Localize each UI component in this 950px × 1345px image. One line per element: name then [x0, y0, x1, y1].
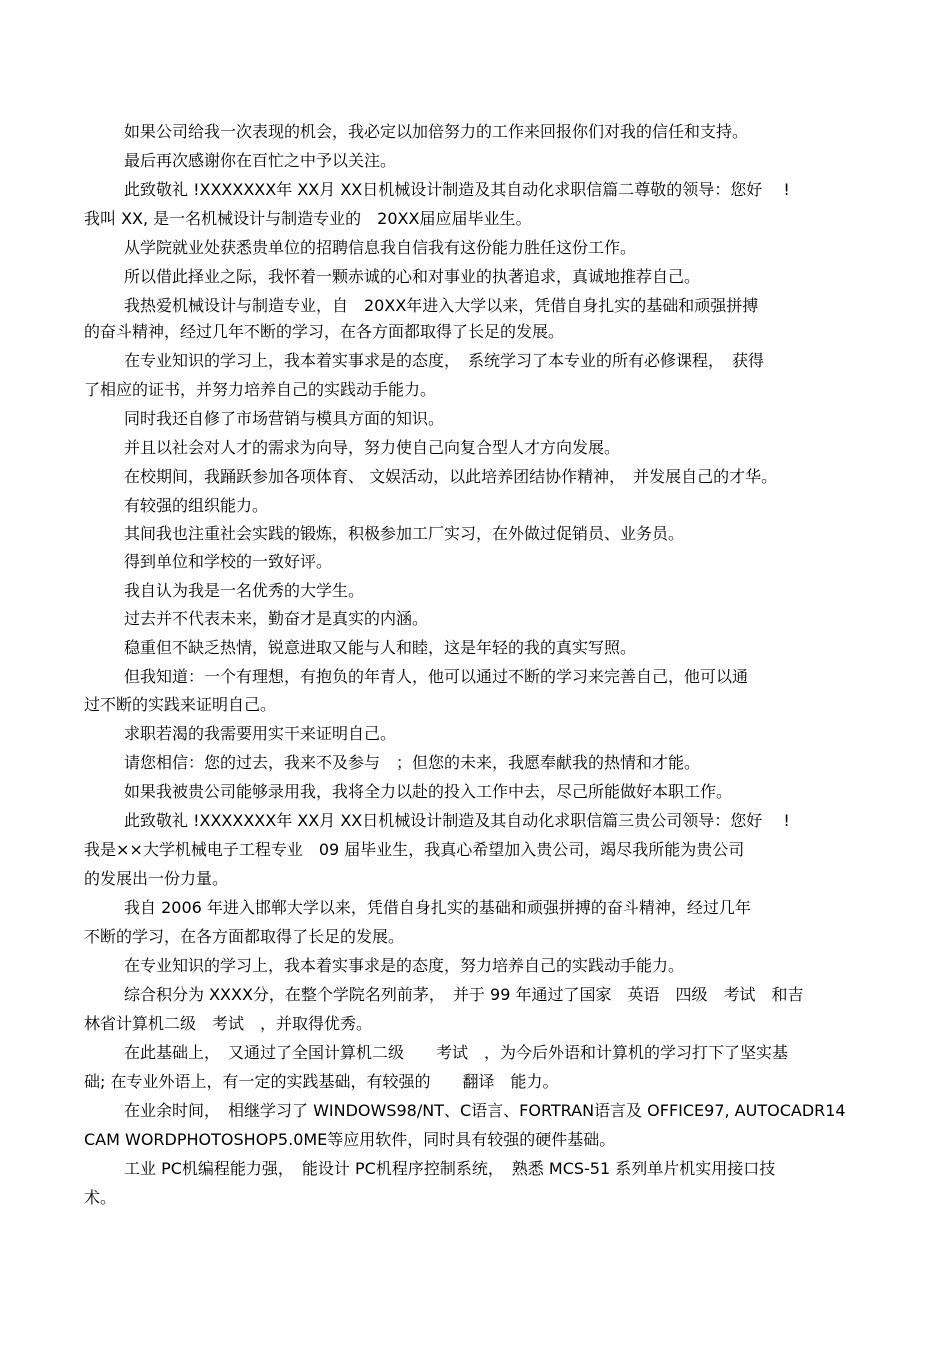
text-line: 并且以社会对人才的需求为向导，努力使自己向复合型人才方向发展。: [124, 438, 621, 457]
text-line: 在专业知识的学习上，我本着实事求是的态度，努力培养自己的实践动手能力。: [124, 956, 685, 975]
text-line: 础; 在专业外语上，有一定的实践基础，有较强的 翻译 能力。: [84, 1072, 559, 1091]
text-line: 我叫 XX, 是一名机械设计与制造专业的 20XX届应届毕业生。: [84, 209, 532, 228]
text-line: 我热爱机械设计与制造专业，自 20XX年进入大学以来，凭借自身扎实的基础和顽强拼搏: [124, 296, 759, 315]
text-line: 林省计算机二级 考试 ，并取得优秀。: [84, 1014, 373, 1033]
text-line: 我自认为我是一名优秀的大学生。: [124, 581, 365, 600]
text-line: 不断的学习，在各方面都取得了长足的发展。: [84, 927, 405, 946]
text-line: 同时我还自修了市场营销与模具方面的知识。: [124, 409, 445, 428]
text-line: 其间我也注重社会实践的锻炼，积极参加工厂实习，在外做过促销员、业务员。: [124, 524, 685, 543]
text-line: 从学院就业处获悉贵单位的招聘信息我自信我有这份能力胜任这份工作。: [124, 238, 637, 257]
text-line: 最后再次感谢你在百忙之中予以关注。: [124, 151, 397, 170]
text-line: 得到单位和学校的一致好评。: [124, 552, 333, 571]
text-line: 的奋斗精神，经过几年不断的学习，在各方面都取得了长足的发展。: [84, 322, 565, 341]
text-line: 在业余时间， 相继学习了 WINDOWS98/NT、C语言、FORTRAN语言及 OFFICE97, AUTOCADR14: [124, 1101, 846, 1120]
text-line: 在校期间，我踊跃参加各项体育、 文娱活动，以此培养团结协作精神， 并发展自己的才华。: [124, 467, 778, 486]
text-line: 工业 PC机编程能力强， 能设计 PC机程序控制系统， 熟悉 MCS-51 系列单片机实用接口技: [124, 1159, 776, 1178]
text-line: CAM WORDPHOTOSHOP5.0ME等应用软件，同时具有较强的硬件基础。: [84, 1130, 616, 1149]
text-line: 稳重但不缺乏热情，锐意进取又能与人和睦，这是年轻的我的真实写照。: [124, 638, 637, 657]
text-line: 综合积分为 XXXX分，在整个学院名列前茅， 并于 99 年通过了国家 英语 四级 考试 和吉: [124, 985, 804, 1004]
text-line: 有较强的组织能力。: [124, 496, 269, 515]
text-line: 如果公司给我一次表现的机会，我必定以加倍努力的工作来回报你们对我的信任和支持。: [124, 122, 749, 141]
text-line: 此致敬礼 !XXXXXXX年 XX月 XX日机械设计制造及其自动化求职信篇二尊敬的领导：您好 !: [124, 180, 790, 199]
text-line: 但我知道：一个有理想，有抱负的年青人，他可以通过不断的学习来完善自己，他可以通: [124, 667, 749, 686]
text-line: 请您相信：您的过去，我来不及参与 ；但您的未来，我愿奉献我的热情和才能。: [124, 753, 701, 772]
text-line: 过去并不代表未来，勤奋才是真实的内涵。: [124, 609, 429, 628]
text-line: 此致敬礼 !XXXXXXX年 XX月 XX日机械设计制造及其自动化求职信篇三贵公司领导：您好 !: [124, 811, 790, 830]
text-line: 如果我被贵公司能够录用我，我将全力以赴的投入工作中去，尽己所能做好本职工作。: [124, 782, 733, 801]
text-line: 在专业知识的学习上，我本着实事求是的态度， 系统学习了本专业的所有必修课程， 获得: [124, 351, 765, 370]
text-line: 在此基础上， 又通过了全国计算机二级 考试 ，为今后外语和计算机的学习打下了坚实基: [124, 1043, 789, 1062]
text-line: 求职若渴的我需要用实干来证明自己。: [124, 724, 397, 743]
text-line: 所以借此择业之际，我怀着一颗赤诚的心和对事业的执著追求，真诚地推荐自己。: [124, 267, 701, 286]
text-line: 的发展出一份力量。: [84, 869, 229, 888]
text-line: 术。: [84, 1188, 117, 1207]
text-line: 我是××大学机械电子工程专业 09 届毕业生，我真心希望加入贵公司，竭尽我所能为贵公司: [84, 840, 745, 859]
text-line: 我自 2006 年进入邯郸大学以来，凭借自身扎实的基础和顽强拼搏的奋斗精神，经过几年: [124, 898, 751, 917]
text-line: 过不断的实践来证明自己。: [84, 695, 277, 714]
text-line: 了相应的证书，并努力培养自己的实践动手能力。: [84, 380, 437, 399]
